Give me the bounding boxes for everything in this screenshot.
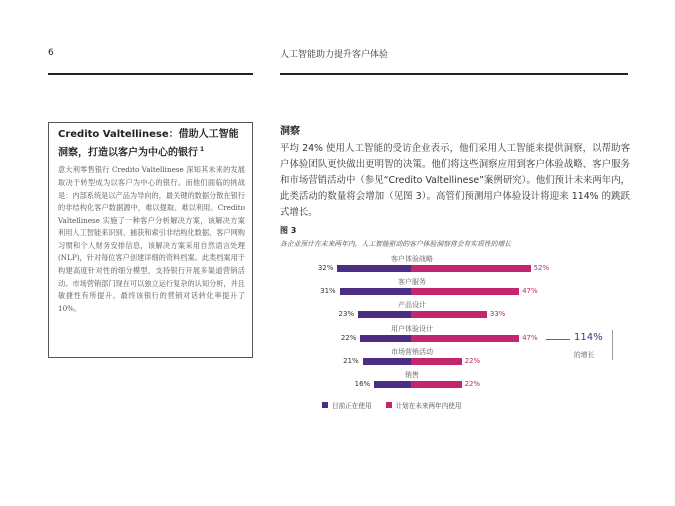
data-label-planned: 47% — [522, 287, 538, 296]
data-label-planned: 22% — [464, 356, 481, 365]
bar-planned — [411, 335, 519, 342]
bar-planned — [411, 311, 487, 318]
bar-planned — [411, 358, 462, 365]
chart-legend — [322, 400, 462, 410]
bar-planned — [411, 288, 519, 295]
figure-label: 图 3 — [280, 226, 297, 235]
category-label: 产品设计 — [398, 301, 426, 310]
data-label-current: 31% — [320, 287, 336, 296]
bar-current — [374, 381, 411, 388]
footnote-marker: 1 — [200, 146, 205, 153]
data-label-current: 23% — [338, 310, 355, 319]
header-rule-right — [280, 73, 628, 75]
data-label-planned: 33% — [489, 310, 506, 319]
category-label: 市场营销活动 — [391, 347, 433, 356]
data-label-current: 22% — [340, 333, 357, 342]
running-header: 人工智能助力提升客户体验 — [280, 50, 389, 60]
data-label-planned: 52% — [533, 264, 550, 272]
case-study-box — [48, 122, 253, 358]
bar-current — [340, 288, 411, 295]
legend-label-planned: 计划在未来两年内使用 — [395, 402, 462, 410]
growth-callout-divider — [612, 330, 613, 360]
category-label: 销售 — [405, 371, 419, 379]
section-title: 洞察 — [280, 126, 300, 137]
bar-planned — [411, 381, 462, 388]
data-label-planned: 47% — [522, 333, 538, 342]
legend-label-current: 目前正在使用 — [332, 402, 372, 410]
growth-value: 114% — [574, 332, 603, 343]
growth-label: 的增长 — [574, 351, 595, 359]
category-label: 客户服务 — [398, 278, 426, 287]
growth-callout-line — [546, 339, 570, 340]
bar-planned — [411, 265, 531, 272]
bar-current — [360, 335, 411, 342]
legend-swatch-current — [322, 402, 328, 408]
data-label-planned: 22% — [464, 380, 481, 388]
case-study-body: 意大利零售银行 Credito Valtellinese 深知其未来的发展取决于转型成为以客户为中心的银行。而他们面临的挑战是：内部系统是以产品为导向的，最关键的数据分散在银行的非结构化客户数据源中，难以提取、难以利用。Credito Valtellinese 实施了一种客户分析解决方案，该解决方案利用人工智能来识别、捕获和索引非结构化数据、客户网购习惯和个人财务安排信息，该解决方案采用自然语言处理 (NLP)，针对每位客户创建详细的资料档案。此类档案用于构建高度针对性的细分模型，支持银行开展多渠道营销活动。市场营销部门现在可以独立运行复杂的认知分析，并且敏捷性有所提升。最终该银行的营销对话转化率提升了 10%。 — [58, 165, 245, 313]
bar-current — [363, 358, 411, 365]
bar-current — [358, 311, 411, 318]
category-label: 用户体验设计 — [391, 324, 433, 333]
page-number: 6 — [48, 48, 54, 58]
case-study-title: Credito Valtellinese：借助人工智能洞察，打造以客户为中心的银行 $^1$ — [58, 129, 239, 159]
data-label-current: 32% — [317, 264, 334, 272]
section-body: 平均 24% 使用人工智能的受访企业表示，他们采用人工智能来提供洞察，以帮助客户体验团队更快做出更明智的决策。他们将这些洞察应用到客户体验战略、客户服务和市场营销活动中（参见“Credito Valtellinese”案例研究）。他们预计未来两年内，此类活动的数量将会增加（见图 3）。高管们预测用户体验设计将迎来 114% 的跳跃式增长。 — [280, 143, 630, 218]
bar-current — [337, 265, 411, 272]
legend-swatch-planned — [386, 402, 392, 408]
header-rule-left — [48, 73, 253, 75]
data-label-current: 16% — [354, 380, 371, 388]
figure-subtitle: 各企业预计在未来两年内，人工智能驱动的客户体验洞察将会有实质性的增长 — [280, 240, 512, 248]
data-label-current: 21% — [343, 356, 359, 365]
category-label: 客户体验战略 — [391, 255, 433, 263]
